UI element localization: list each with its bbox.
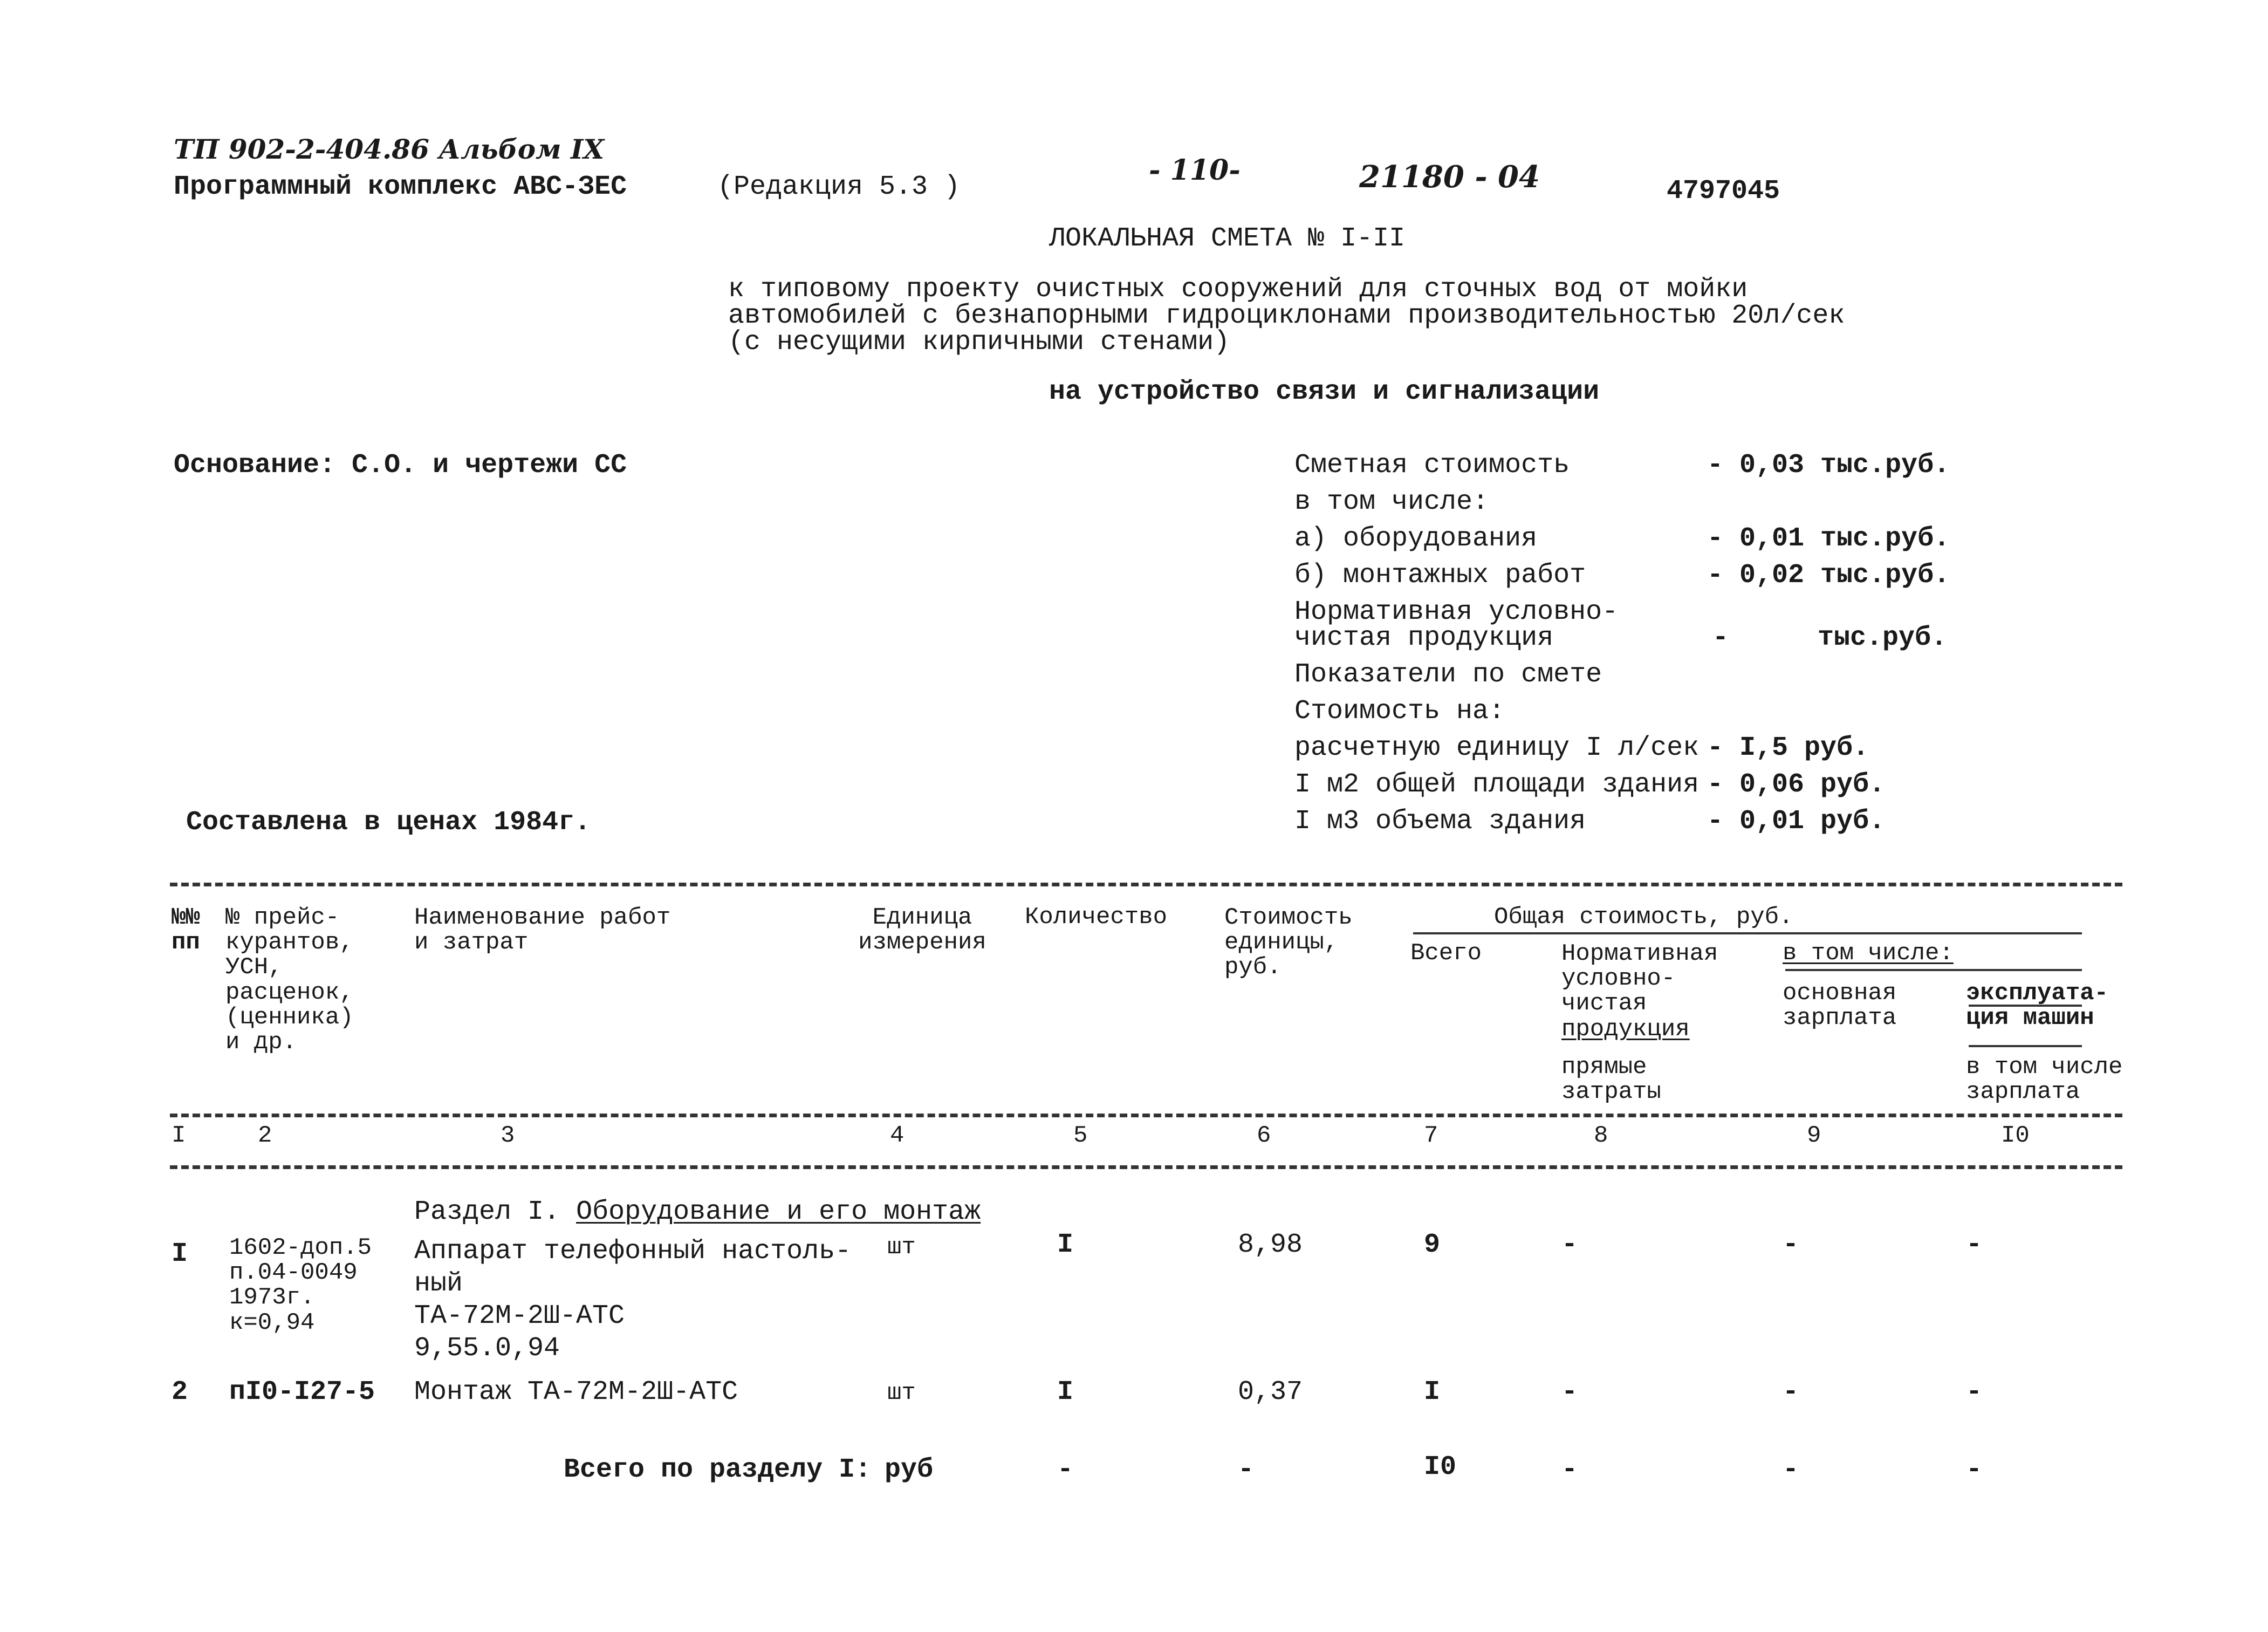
page-title: ЛОКАЛЬНАЯ СМЕТА № I-II [1049,223,1406,254]
section-total-machines: - [1966,1455,1983,1485]
basis: Основание: С.О. и чертежи СС [174,450,627,481]
header-normative-product: продукция [1561,1016,1690,1043]
row-unit: шт [887,1380,916,1406]
price-basis: Составлена в ценах 1984г. [186,807,591,838]
column-number: 3 [501,1122,515,1149]
row-code: 1602-доп.5 п.04-0049 1973г. к=0,94 [229,1234,372,1336]
cost-value: - 0,03 тыс.руб. [1707,450,1950,481]
row-unit-cost: 8,98 [1238,1230,1303,1260]
document-code: 21180 - 04 [1359,159,1540,195]
subject-line-2: автомобилей с безнапорными гидроциклонами производительностью 20л/сек [728,301,1845,331]
cost-per-label: Стоимость на: [1294,696,1505,727]
header-total: Всего [1410,940,1482,967]
header-unit-cost: Стоимость единицы, руб. [1224,904,1353,981]
row-salary: - [1783,1377,1799,1408]
install-label: б) монтажных работ [1294,560,1586,591]
volume-cost-label: I м3 объема здания [1294,806,1586,837]
numbers-bottom-rule [170,1165,2122,1169]
header-unit: Единица измерения [858,904,986,957]
section-heading: Раздел I. Оборудование и его монтаж [414,1197,981,1227]
row-unit-cost: 0,37 [1238,1377,1303,1408]
volume-cost-value: - 0,01 руб. [1707,806,1886,837]
header-machines: эксплуата- ция машин [1966,980,2109,1032]
header-total-cost: Общая стоимость, руб. [1494,904,1793,931]
row-work-name: Монтаж ТА-72М-2Ш-АТС [414,1377,738,1408]
header-direct-costs: прямые затраты [1561,1054,1661,1106]
normative-unit: тыс.руб. [1818,623,1948,653]
indicators-label: Показатели по смете [1294,659,1602,690]
section-total-normative: - [1561,1455,1578,1485]
row-normative: - [1561,1230,1578,1260]
estimate-purpose: на устройство связи и сигнализации [1049,377,1600,407]
area-cost-value: - 0,06 руб. [1707,769,1886,800]
normative-dash: - [1712,623,1729,653]
section-total-salary: - [1783,1455,1799,1485]
row-quantity: I [1057,1377,1074,1408]
column-number: 5 [1073,1122,1088,1149]
row-work-name: Аппарат телефонный настоль- ный ТА-72М-2Ш-АТС 9,55.0,94 [414,1236,852,1364]
normative-label-1: Нормативная условно- [1294,597,1619,627]
cost-label: Сметная стоимость [1294,450,1570,481]
install-value: - 0,02 тыс.руб. [1707,560,1950,591]
row-machines: - [1966,1377,1983,1408]
section-total-unit: руб [885,1455,934,1485]
row-quantity: I [1057,1230,1074,1260]
program-name: Программный комплекс АВС-ЗЕС [174,172,627,202]
including-label: в том числе: [1294,487,1489,517]
column-number: 8 [1594,1122,1608,1149]
section-total-unit-cost: - [1238,1455,1255,1485]
header-bottom-rule [170,1114,2122,1117]
section-title: Оборудование и его монтаж [576,1197,981,1227]
equipment-label: а) оборудования [1294,523,1538,554]
normative-label-2: чистая продукция [1294,623,1554,653]
header-normative: Нормативная условно- чистая [1561,940,1718,1018]
row-machines: - [1966,1230,1983,1260]
album-stamp: ТП 902-2-404.86 Альбом IX [174,133,605,165]
header-row-number: №№ пп [172,904,200,957]
machines-rule-2 [1969,1045,2082,1047]
column-number: 2 [258,1122,272,1149]
column-number: 4 [890,1122,905,1149]
column-number: 7 [1424,1122,1438,1149]
header-quantity: Количество [1025,904,1168,931]
subject-line-3: (с несущими кирпичными стенами) [728,327,1230,358]
unit-cost-label: расчетную единицу I л/сек [1294,733,1700,763]
total-cost-rule [1413,932,2082,934]
edition: (Редакция 5.3 ) [717,172,961,202]
row-normative: - [1561,1377,1578,1408]
column-number: 6 [1257,1122,1271,1149]
header-work-name: Наименование работ и затрат [414,904,671,957]
document-number: 4797045 [1667,176,1780,207]
row-total: I [1424,1377,1441,1408]
column-number: 9 [1807,1122,1821,1149]
subject-line-1: к типовому проекту очистных сооружений для сточных вод от мойки [728,274,1748,305]
area-cost-label: I м2 общей площади здания [1294,769,1700,800]
section-total-value: I0 [1424,1452,1457,1483]
section-total-label: Всего по разделу I: [564,1455,872,1485]
header-price-list: № прейс- курантов, УСН, расценок, (ценника) и др. [225,904,354,1056]
header-including: в том числе: [1783,940,1954,967]
column-number: I [172,1122,186,1149]
row-unit: шт [887,1234,916,1261]
header-salary: основная зарплата [1783,980,1897,1032]
unit-cost-value: - I,5 руб. [1707,733,1869,763]
row-code: пI0-I27-5 [229,1377,375,1408]
header-machines-salary: в том числе зарплата [1966,1054,2123,1106]
including-rule [1785,969,2082,971]
page-number: - 110- [1149,154,1241,187]
column-number: I0 [2001,1122,2030,1149]
row-number: 2 [172,1377,188,1408]
table-top-rule [170,883,2122,886]
row-number: I [172,1239,188,1269]
row-total: 9 [1424,1230,1441,1260]
equipment-value: - 0,01 тыс.руб. [1707,523,1950,554]
row-salary: - [1783,1230,1799,1260]
section-total-quantity: - [1057,1455,1074,1485]
